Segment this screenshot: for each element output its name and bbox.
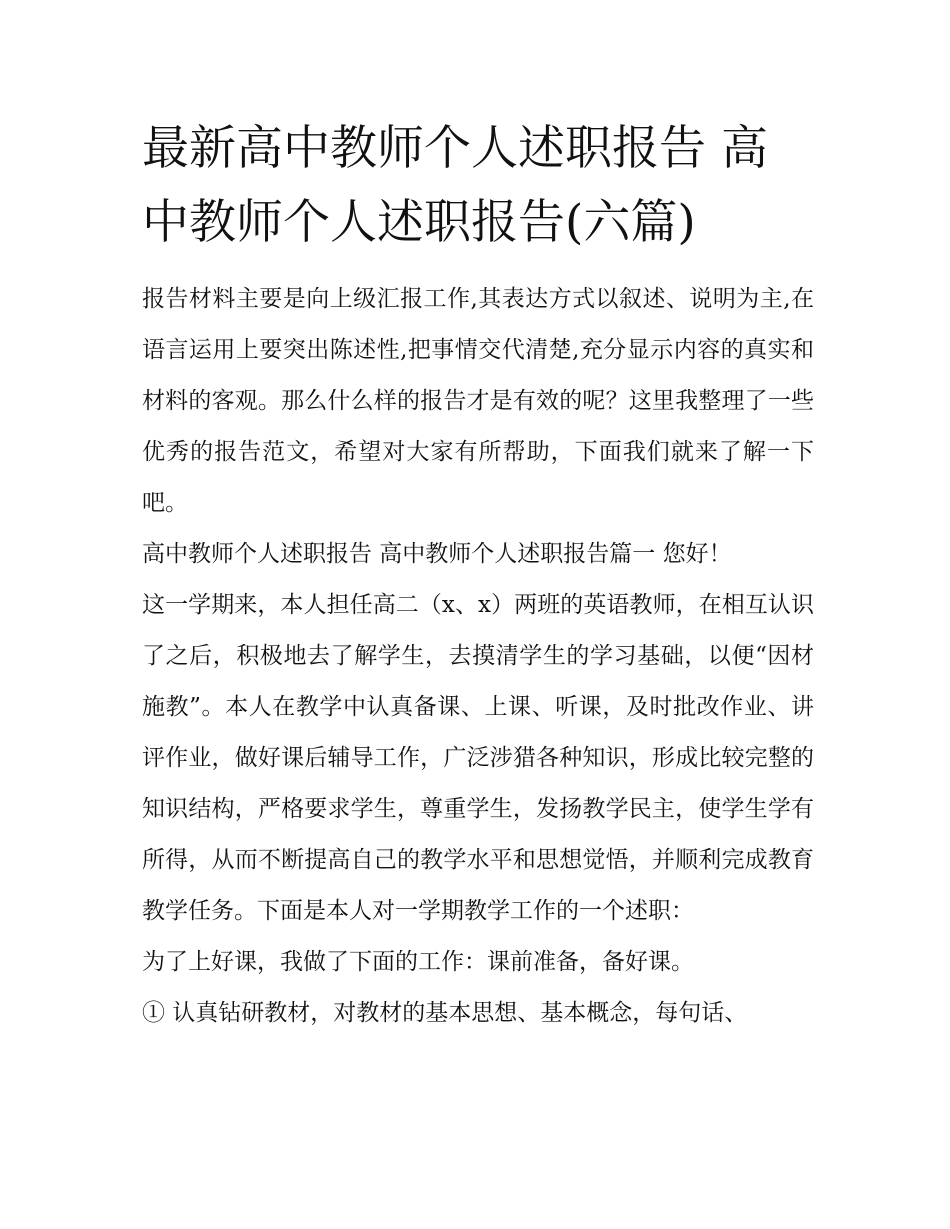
document-title — [142, 112, 814, 260]
intro-paragraph: 报告材料主要是向上级汇报工作,其表达方式以叙述、说明为主,在语言运用上要突出陈述性,把事情交代清楚,充分显示内容的真实和材料的客观。那么什么样的报告才是有效的呢？这里我整理了一些优秀的报告范文，希望对大家有所帮助，下面我们就来了解一下吧。 — [142, 286, 814, 516]
document-content — [142, 112, 814, 1039]
list-item-paragraph: ① 认真钻研教材，对教材的基本思想、基本概念，每句话、 — [142, 1000, 748, 1026]
body-paragraph: 这一学期来，本人担任高二（x、x）两班的英语教师，在相互认识了之后，积极地去了解学生，去摸清学生的学习基础，以便“因材施教”。本人在教学中认真备课、上课、听课，及时批改作业、讲评作业，做好课后辅导工作，广泛涉猎各种知识，形成比较完整的知识结构，严格要求学生，尊重学生，发扬教学民主，使学生学有所得，从而不断提高自己的教学水平和思想觉悟，并顺利完成教育教学任务。下面是本人对一学期教学工作的一个述职： — [142, 592, 814, 924]
body-paragraph: 为了上好课，我做了下面的工作：课前准备，备好课。 — [142, 949, 694, 975]
title-line-2: 中教师个人述职报告(六篇) — [142, 195, 696, 250]
title-line-1: 最新高中教师个人述职报告 高 — [142, 121, 768, 176]
document-body — [142, 274, 814, 1039]
section-heading-paragraph: 高中教师个人述职报告 高中教师个人述职报告篇一 您好！ — [142, 541, 732, 567]
